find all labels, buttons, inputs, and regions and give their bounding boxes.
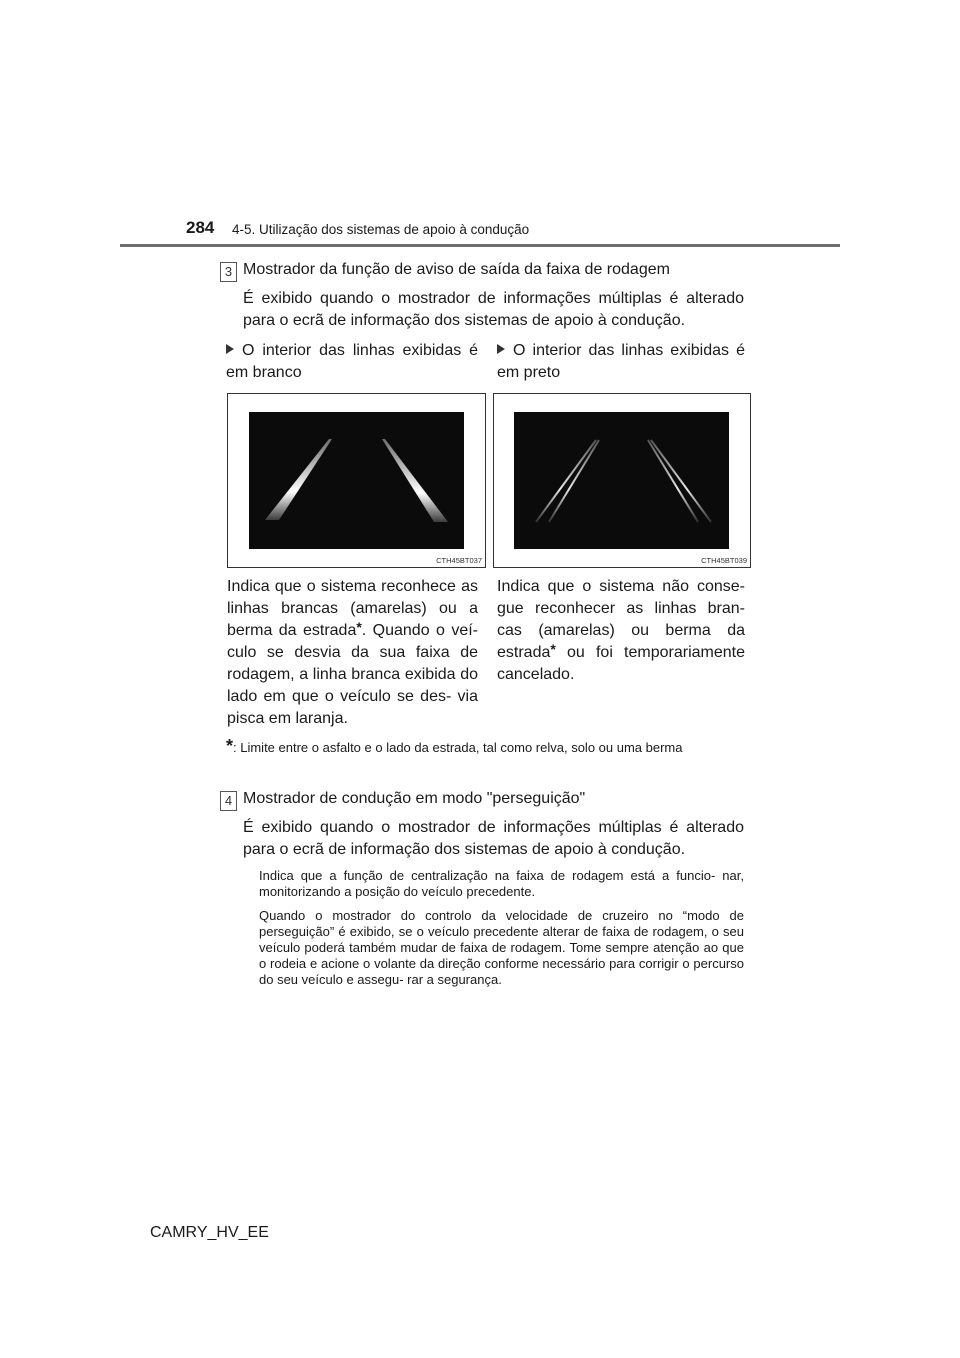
page-number: 284: [186, 218, 215, 237]
right-lane-edge-inner: [648, 440, 698, 522]
section-title: 4-5. Utilização dos sistemas de apoio à condução: [232, 222, 530, 237]
left-lane-edge-inner: [549, 440, 599, 522]
item-number-3: 3: [220, 262, 237, 282]
figure-black-lines: [493, 393, 751, 568]
model-code: CAMRY_HV_EE: [150, 1224, 269, 1241]
right-label: O interior das linhas exibidas é em preto: [497, 342, 745, 381]
item3-title: Mostrador da função de aviso de saída da faixa de rodagem: [243, 261, 670, 278]
display-screen: [249, 412, 464, 549]
item4-note-2: Quando o mostrador do controlo da velocidade de cruzeiro no “modo de perseguição” é exibido, se o veículo precedente alterar de faixa de rodagem, o seu veículo poderá também mudar de faixa de rodagem. Tome sempre atenção ao que o rodeia e acione o volante da direção conforme necessário para corrigir o percurso do seu veículo e assegu- rar a segurança.: [259, 908, 744, 987]
right-caption: Indica que o sistema não conse- gue reconhecer as linhas bran- cas (amarelas) ou berma da estrada* ou foi temporariamente cancelado.: [497, 578, 745, 683]
left-lane-line: [265, 439, 332, 520]
right-lane-edge-outer: [651, 440, 711, 522]
header-rule: [120, 244, 840, 247]
left-caption: Indica que o sistema reconhece as linhas brancas (amarelas) ou a berma da estrada*. Quando o veí- culo se desvia da sua faixa de rodagem, a linha branca exibida do lado em que o veículo se des- via pisca em laranja.: [227, 578, 478, 727]
image-code: CTH45BT037: [436, 556, 482, 565]
item-number-4: 4: [220, 791, 237, 811]
figure-white-lines: [227, 393, 486, 568]
item3-description: É exibido quando o mostrador de informações múltiplas é alterado para o ecrã de informação dos sistemas de apoio à condução.: [243, 290, 744, 329]
white-lane-lines-image: [249, 412, 464, 549]
right-lane-line: [382, 439, 448, 522]
bullet-triangle-icon: [226, 344, 234, 354]
bullet-triangle-icon: [497, 344, 505, 354]
item4-title: Mostrador de condução em modo "perseguição": [243, 790, 586, 807]
display-screen: [514, 412, 729, 549]
black-lane-lines-image: [514, 412, 729, 549]
left-lane-edge-outer: [536, 440, 596, 522]
item4-note-1: Indica que a função de centralização na faixa de rodagem está a funcio- nar, monitorizando a posição do veículo precedente.: [259, 868, 744, 899]
item4-description: É exibido quando o mostrador de informações múltiplas é alterado para o ecrã de informação dos sistemas de apoio à condução.: [243, 819, 744, 858]
footnote: *: Limite entre o asfalto e o lado da estrada, tal como relva, solo ou uma berma: [226, 736, 683, 756]
left-label: O interior das linhas exibidas é em branco: [226, 342, 478, 381]
image-code: CTH45BT039: [701, 556, 747, 565]
